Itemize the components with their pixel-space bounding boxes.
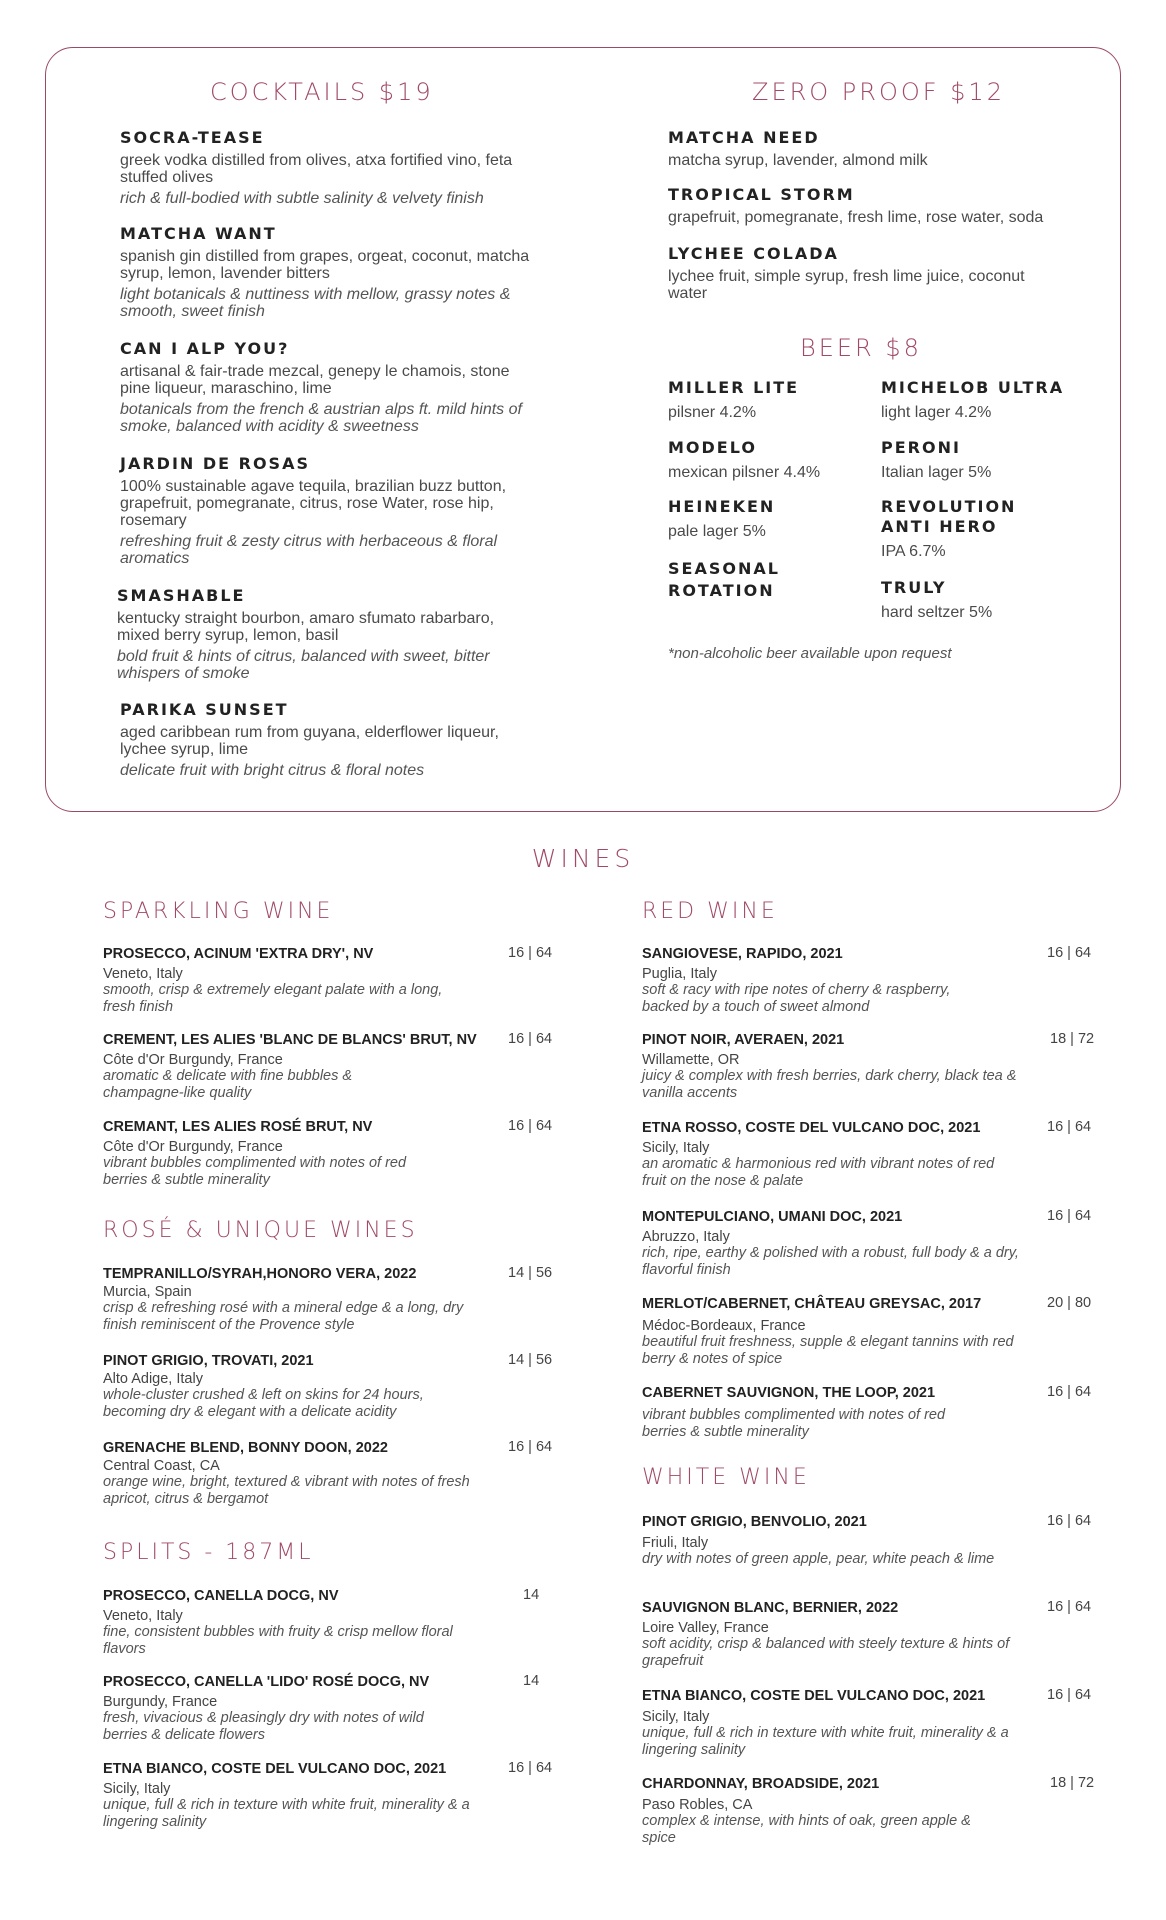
beer-item [668, 497, 775, 540]
beer-name: MICHELOB ULTRA [881, 378, 1065, 397]
wine-note: orange wine, bright, textured & vibrant with notes of fresh apricot, citrus & bergamot [103, 1474, 470, 1507]
cocktail-item [120, 128, 540, 207]
wine-name: PINOT GRIGIO, BENVOLIO, 2021 [642, 1514, 867, 1530]
wine-price: 16 | 64 [508, 1760, 553, 1776]
wine-price: 16 | 64 [1047, 945, 1092, 961]
wine-note: crisp & refreshing rosé with a mineral edge & a long, dry finish reminiscent of the Provence style [103, 1300, 464, 1333]
wine-name: PROSECCO, CANELLA 'LIDO' ROSÉ DOCG, NV [103, 1674, 430, 1690]
wine-item [103, 1352, 563, 1421]
wine-price: 18 | 72 [1050, 1031, 1095, 1047]
wine-item [642, 1599, 1102, 1670]
beer-style: pale lager 5% [668, 523, 766, 540]
wine-note: vibrant bubbles complimented with notes of red berries & subtle minerality [103, 1155, 407, 1188]
cocktail-note: refreshing fruit & zesty citrus with herbaceous & floral aromatics [120, 533, 498, 567]
cocktail-desc: aged caribbean rum from guyana, elderflower liqueur, lychee syrup, lime [120, 724, 499, 758]
wine-name: CABERNET SAUVIGNON, THE LOOP, 2021 [642, 1385, 936, 1401]
wine-item [103, 1587, 563, 1658]
zero-proof-desc: grapefruit, pomegranate, fresh lime, rose water, soda [668, 209, 1044, 226]
cocktail-item [120, 454, 540, 567]
wine-note: dry with notes of green apple, pear, white peach & lime [642, 1551, 995, 1567]
wine-note: rich, ripe, earthy & polished with a robust, full body & a dry, flavorful finish [642, 1245, 1019, 1278]
wine-item [103, 945, 563, 1016]
wine-name: CHARDONNAY, BROADSIDE, 2021 [642, 1776, 880, 1792]
beer-footnote: *non-alcoholic beer available upon request [668, 645, 952, 662]
wine-item [103, 1265, 563, 1334]
wine-note: an aromatic & harmonious red with vibrant notes of red fruit on the nose & palate [642, 1156, 995, 1189]
cocktail-name: CAN I ALP YOU? [120, 339, 290, 358]
wine-region: Sicily, Italy [103, 1781, 171, 1797]
wine-note: fresh, vivacious & pleasingly dry with notes of wild berries & delicate flowers [103, 1710, 424, 1743]
wine-price: 16 | 64 [508, 1118, 553, 1134]
beer-item [668, 438, 820, 481]
beer-name: PERONI [881, 438, 961, 457]
cocktail-desc: spanish gin distilled from grapes, orgeat, coconut, matcha syrup, lemon, lavender bitters [120, 248, 530, 282]
wine-name: ETNA BIANCO, COSTE DEL VULCANO DOC, 2021 [103, 1761, 447, 1777]
wine-name: MONTEPULCIANO, UMANI DOC, 2021 [642, 1209, 903, 1225]
beer-item [668, 378, 799, 421]
beer-name: MODELO [668, 438, 757, 457]
zero-proof-name: TROPICAL STORM [668, 185, 855, 204]
wine-name: ETNA BIANCO, COSTE DEL VULCANO DOC, 2021 [642, 1688, 986, 1704]
zero-proof-name: LYCHEE COLADA [668, 244, 839, 263]
wine-price: 16 | 64 [508, 945, 553, 961]
wine-item [103, 1118, 563, 1189]
wine-item [642, 1384, 1102, 1441]
wine-region: Friuli, Italy [642, 1535, 709, 1551]
beer-item [668, 558, 780, 602]
beer-style: pilsner 4.2% [668, 404, 757, 421]
wine-region: Sicily, Italy [642, 1709, 710, 1725]
cocktail-note: rich & full-bodied with subtle salinity & velvety finish [120, 190, 484, 207]
wine-region: Côte d'Or Burgundy, France [103, 1052, 283, 1068]
wine-price: 16 | 64 [1047, 1513, 1092, 1529]
wine-price: 16 | 64 [1047, 1384, 1092, 1400]
beer-item [881, 578, 992, 621]
beer-style: IPA 6.7% [881, 543, 946, 560]
wine-note: vibrant bubbles complimented with notes of red berries & subtle minerality [642, 1407, 946, 1440]
splits-title: SPLITS - 187ML [103, 1540, 314, 1565]
wine-price: 16 | 64 [508, 1439, 553, 1455]
beer-name: SEASONAL ROTATION [668, 559, 780, 600]
wine-region: Veneto, Italy [103, 966, 183, 982]
cocktail-name: MATCHA WANT [120, 224, 277, 243]
rose-title: ROSÉ & UNIQUE WINES [103, 1218, 418, 1243]
wine-region: Côte d'Or Burgundy, France [103, 1139, 283, 1155]
wines-title: WINES [531, 844, 635, 873]
wine-name: SAUVIGNON BLANC, BERNIER, 2022 [642, 1600, 899, 1616]
wine-item [103, 1439, 563, 1508]
beer-item [881, 378, 1064, 421]
wine-name: CREMENT, LES ALIES 'BLANC DE BLANCS' BRUT, NV [103, 1032, 477, 1048]
beer-name: MILLER LITE [668, 378, 800, 397]
wine-region: Abruzzo, Italy [642, 1229, 730, 1245]
wine-price: 14 [523, 1587, 540, 1603]
wine-item [103, 1673, 563, 1744]
zero-proof-item [668, 185, 1098, 226]
wine-price: 16 | 64 [1047, 1599, 1092, 1615]
wine-note: soft acidity, crisp & balanced with steely texture & hints of grapefruit [642, 1636, 1010, 1669]
wine-note: soft & racy with ripe notes of cherry & raspberry, backed by a touch of sweet almond [642, 982, 951, 1015]
wine-name: CREMANT, LES ALIES ROSÉ BRUT, NV [103, 1119, 373, 1135]
wine-item [103, 1760, 563, 1831]
wine-region: Sicily, Italy [642, 1140, 710, 1156]
wine-price: 14 | 56 [508, 1352, 553, 1368]
zero-proof-item [668, 244, 1028, 302]
zero-proof-desc: lychee fruit, simple syrup, fresh lime juice, coconut water [668, 268, 1025, 302]
cocktail-desc: kentucky straight bourbon, amaro sfumato rabarbaro, mixed berry syrup, lemon, basil [117, 610, 495, 644]
wine-region: Paso Robles, CA [642, 1797, 753, 1813]
wine-note: smooth, crisp & extremely elegant palate with a long, fresh finish [103, 982, 443, 1015]
wine-price: 16 | 64 [1047, 1687, 1092, 1703]
wine-price: 14 [523, 1673, 540, 1689]
wine-price: 16 | 64 [1047, 1119, 1092, 1135]
wine-note: fine, consistent bubbles with fruity & crisp mellow floral flavors [103, 1624, 453, 1657]
wine-name: PINOT NOIR, AVERAEN, 2021 [642, 1032, 845, 1048]
wine-region: Loire Valley, France [642, 1620, 769, 1636]
wine-price: 16 | 64 [1047, 1208, 1092, 1224]
wine-price: 20 | 80 [1047, 1295, 1092, 1311]
wine-item [642, 1031, 1102, 1102]
cocktail-desc: 100% sustainable agave tequila, brazilian buzz button, grapefruit, pomegranate, citrus, rose Water, rose hip, rosemary [120, 478, 507, 529]
beer-item [881, 438, 991, 481]
beer-title: BEER $8 [800, 334, 922, 362]
wine-name: ETNA ROSSO, COSTE DEL VULCANO DOC, 2021 [642, 1120, 981, 1136]
cocktail-item [120, 224, 540, 320]
beer-style: light lager 4.2% [881, 404, 992, 421]
beer-name: REVOLUTION ANTI HERO [881, 497, 1017, 536]
wine-price: 16 | 64 [508, 1031, 553, 1047]
wine-region: Willamette, OR [642, 1052, 740, 1068]
wine-name: PROSECCO, ACINUM 'EXTRA DRY', NV [103, 946, 374, 962]
wine-note: beautiful fruit freshness, supple & elegant tannins with red berry & notes of spice [642, 1334, 1014, 1367]
wine-note: juicy & complex with fresh berries, dark cherry, black tea & vanilla accents [642, 1068, 1017, 1101]
wine-region: Central Coast, CA [103, 1458, 220, 1474]
wine-name: TEMPRANILLO/SYRAH,HONORO VERA, 2022 [103, 1266, 417, 1282]
wine-item [642, 1687, 1102, 1759]
wine-item [642, 945, 1102, 1016]
beer-style: Italian lager 5% [881, 464, 992, 481]
beer-style: mexican pilsner 4.4% [668, 464, 821, 481]
zero-proof-name: MATCHA NEED [668, 128, 820, 147]
cocktail-note: light botanicals & nuttiness with mellow, grassy notes & smooth, sweet finish [120, 286, 511, 320]
cocktail-name: JARDIN DE ROSAS [120, 454, 310, 473]
cocktail-item [120, 700, 540, 779]
cocktail-note: botanicals from the french & austrian alps ft. mild hints of smoke, balanced with acidity & sweetness [120, 401, 522, 435]
wine-note: aromatic & delicate with fine bubbles & champagne-like quality [103, 1068, 353, 1101]
zero-proof-title: ZERO PROOF $12 [752, 78, 1005, 106]
beer-name: HEINEKEN [668, 497, 776, 516]
wine-note: complex & intense, with hints of oak, green apple & spice [642, 1813, 971, 1846]
beer-name: TRULY [881, 578, 947, 597]
wine-name: GRENACHE BLEND, BONNY DOON, 2022 [103, 1440, 388, 1456]
cocktail-item [120, 339, 540, 435]
zero-proof-desc: matcha syrup, lavender, almond milk [668, 152, 928, 169]
wine-note: unique, full & rich in texture with white fruit, minerality & a lingering salinity [642, 1725, 1009, 1758]
cocktail-note: bold fruit & hints of citrus, balanced with sweet, bitter whispers of smoke [117, 648, 490, 682]
wine-region: Burgundy, France [103, 1694, 218, 1710]
wine-item [642, 1119, 1102, 1190]
cocktail-note: delicate fruit with bright citrus & floral notes [120, 762, 425, 779]
wine-region: Médoc-Bordeaux, France [642, 1318, 806, 1334]
wine-item [642, 1775, 1102, 1847]
wine-name: MERLOT/CABERNET, CHÂTEAU GREYSAC, 2017 [642, 1296, 982, 1312]
wine-note: whole-cluster crushed & left on skins for 24 hours, becoming dry & elegant with a delicate acidity [103, 1387, 424, 1420]
cocktail-name: SOCRA-TEASE [120, 128, 265, 147]
wine-price: 14 | 56 [508, 1265, 553, 1281]
wine-item [642, 1208, 1102, 1279]
cocktails-title: COCKTAILS $19 [210, 78, 434, 106]
wine-name: PINOT GRIGIO, TROVATI, 2021 [103, 1353, 314, 1369]
cocktail-name: SMASHABLE [117, 586, 246, 605]
red-wine-title: RED WINE [642, 899, 778, 924]
white-wine-title: WHITE WINE [642, 1465, 810, 1490]
beer-style: hard seltzer 5% [881, 604, 993, 621]
zero-proof-item [668, 128, 1098, 169]
cocktail-desc: greek vodka distilled from olives, atxa fortified vino, feta stuffed olives [120, 152, 513, 186]
beer-item [881, 497, 1016, 560]
wine-item [642, 1513, 1102, 1568]
wine-note: unique, full & rich in texture with white fruit, minerality & a lingering salinity [103, 1797, 470, 1830]
wine-name: SANGIOVESE, RAPIDO, 2021 [642, 946, 843, 962]
cocktail-desc: artisanal & fair-trade mezcal, genepy le chamois, stone pine liqueur, maraschino, lime [120, 363, 510, 397]
wine-price: 18 | 72 [1050, 1775, 1095, 1791]
wine-item [642, 1295, 1102, 1368]
wine-region: Alto Adige, Italy [103, 1371, 203, 1387]
wine-region: Veneto, Italy [103, 1608, 183, 1624]
wine-name: PROSECCO, CANELLA DOCG, NV [103, 1588, 339, 1604]
sparkling-title: SPARKLING WINE [103, 899, 334, 924]
wine-region: Murcia, Spain [103, 1284, 192, 1300]
cocktail-name: PARIKA SUNSET [120, 700, 289, 719]
cocktail-item [117, 586, 537, 682]
wine-item [103, 1031, 563, 1102]
wine-region: Puglia, Italy [642, 966, 717, 982]
